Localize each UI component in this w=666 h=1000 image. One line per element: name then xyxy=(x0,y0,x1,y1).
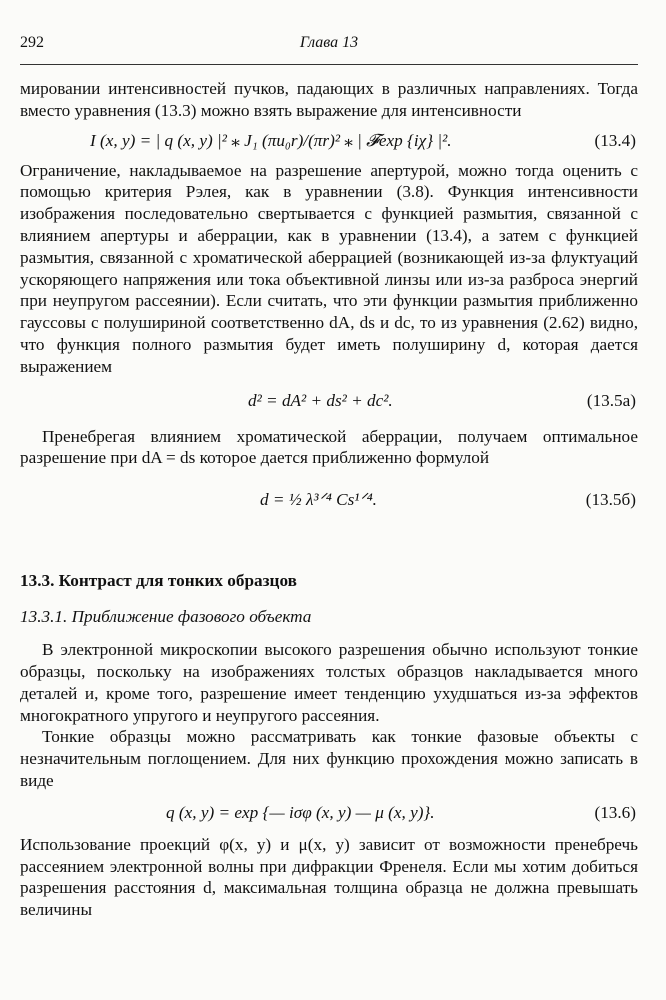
running-head: Глава 13 xyxy=(299,34,359,51)
equation-13-5a xyxy=(20,388,638,414)
paragraph-5: Тонкие образцы можно рассматривать как тонкие фазовые объекты с незначительным поглощением. Для них функцию прохождения можно записать в виде xyxy=(20,727,638,790)
equation-13-6-formula: q (x, y) = exp {— iσφ (x, y) — μ (x, y)}. xyxy=(166,802,435,822)
equation-13-4-formula: I (x, y) = | q (x, y) |² ⁎ J₁ (πu₀r)/(πr)² ⁎ | 𝓕exp {iχ} |². xyxy=(90,130,452,150)
page-header xyxy=(20,34,638,60)
page-body xyxy=(20,78,638,921)
paragraph-4: В электронной микроскопии высокого разрешения обычно используют тонкие образцы, поскольку на изображениях толстых образцов накладывается много деталей и, кроме того, разрешение имеет тенденцию ухудшаться из-за эффектов многократного упругого и неупругого рассеяния. xyxy=(20,640,638,725)
equation-13-4 xyxy=(20,128,638,154)
header-rule xyxy=(20,64,638,65)
equation-13-5a-formula: d² = dA² + ds² + dc². xyxy=(248,390,393,410)
subsection-heading: 13.3.1. Приближение фазового объекта xyxy=(20,607,312,627)
paragraph-3: Пренебрегая влиянием хроматической аберрации, получаем оптимальное разрешение при dA = ds которое дается приближенно формулой xyxy=(20,426,638,468)
section-heading: 13.3. Контраст для тонких образцов xyxy=(20,571,297,591)
equation-13-5b-formula: d = ½ λ³ᐟ⁴ Cs¹ᐟ⁴. xyxy=(260,490,377,510)
equation-13-5b-number: (13.5б) xyxy=(585,490,636,510)
paragraph-2: Ограничение, накладываемое на разрешение апертурой, можно тогда оценить с помощью критерия Рэлея, как в уравнении (3.8). Функция интенсивности изображения последовательно свертывается с функцией размытия, связанной с влиянием апертуры и аберрации, как в уравнении (13.4), а затем с функцией размытия, связанной с хроматической аберрацией (возникающей из-за флуктуаций ускоряющего напряжения или тока объективной линзы или из-за разброса энергий при неупругом рассеянии). Если считать, что эти функции размытия приближенно гауссовы с полушириной соответственно dA, ds и dc, то из уравнения (2.62) видно, что функция полного размытия будет иметь полуширину d, которая дается выражением xyxy=(20,160,638,376)
equation-13-5a-number: (13.5a) xyxy=(586,390,636,410)
equation-13-5b xyxy=(20,487,638,513)
equation-13-6 xyxy=(20,800,638,826)
paragraph-1: мировании интенсивностей пучков, падающих в различных направлениях. Тогда вместо уравнения (13.3) можно взять выражение для интенсивности xyxy=(20,79,638,120)
equation-13-4-number: (13.4) xyxy=(594,130,636,150)
paragraph-6: Использование проекций φ(x, y) и μ(x, y) зависит от возможности пренебречь рассеянием электронной волны при дифракции Френеля. Если мы хотим добиться разрешения расстояния d, максимальная толщина образца не должна превышать величины xyxy=(20,834,638,920)
equation-13-6-number: (13.6) xyxy=(594,802,636,822)
page-number: 292 xyxy=(20,34,44,51)
